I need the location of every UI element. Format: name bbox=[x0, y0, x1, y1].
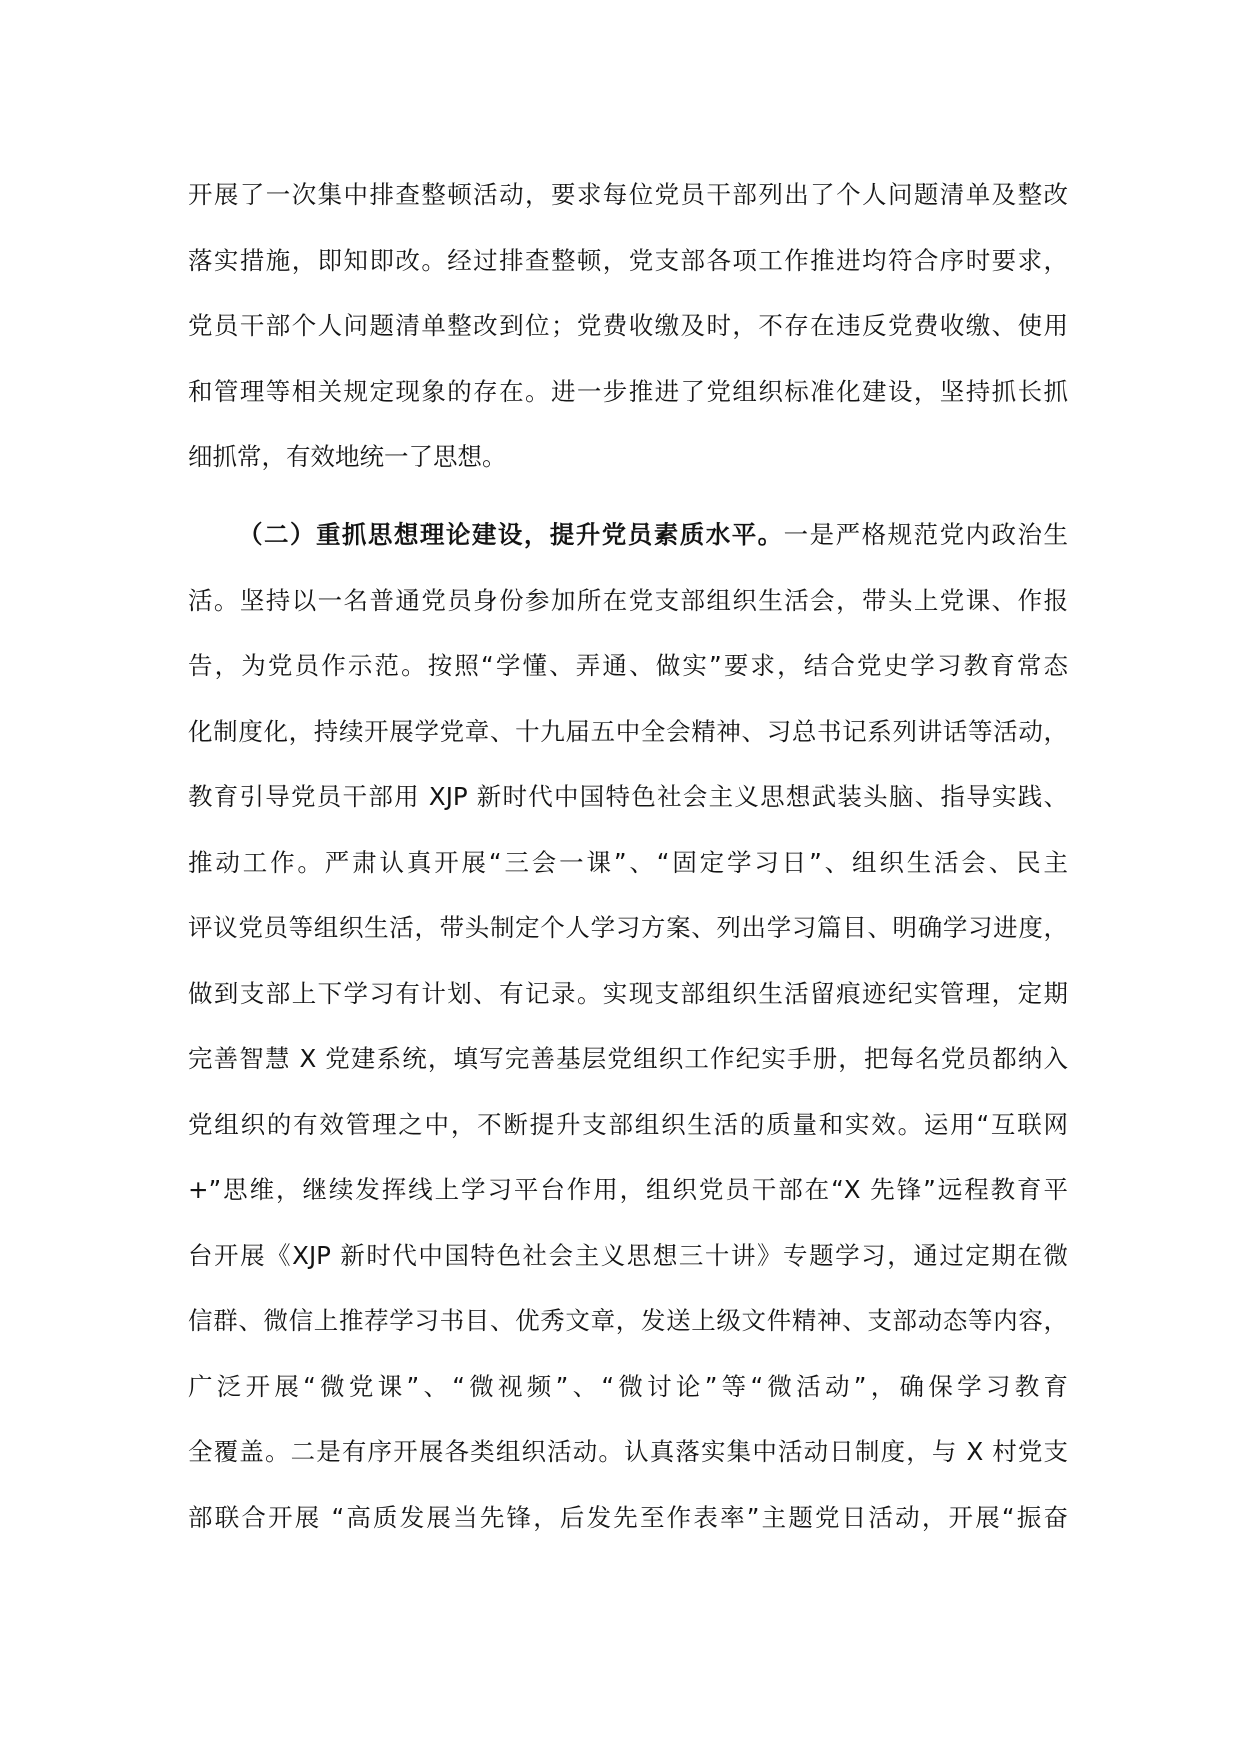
text-line: +”思维，继续发挥线上学习平台作用，组织党员干部在“X 先锋”远程教育平 bbox=[188, 1175, 1068, 1204]
text-line: 广泛开展“微党课”、“微视频”、“微讨论”等“微活动”，确保学习教育 bbox=[188, 1371, 1068, 1401]
text-line: 化制度化，持续开展学党章、十九届五中全会精神、习总书记系列讲话等活动， bbox=[188, 716, 1068, 746]
text-line: 活。坚持以一名普通党员身份参加所在党支部组织生活会，带头上党课、作报 bbox=[188, 585, 1068, 615]
first-line-text: 一是严格规范党内政治生 bbox=[783, 520, 1069, 549]
text-line: 做到支部上下学习有计划、有记录。实现支部组织生活留痕迹纪实管理，定期 bbox=[188, 978, 1068, 1008]
text-line: 完善智慧 X 党建系统，填写完善基层党组织工作纪实手册，把每名党员都纳入 bbox=[188, 1044, 1068, 1073]
text-line: 细抓常，有效地统一了思想。 bbox=[188, 442, 507, 471]
text-line: 部联合开展 “高质发展当先锋，后发先至作表率”主题党日活动，开展“振奋 bbox=[188, 1502, 1068, 1532]
paragraph-2-first-line bbox=[188, 502, 1068, 568]
text-line: 告，为党员作示范。按照“学懂、弄通、做实”要求，结合党史学习教育常态 bbox=[188, 651, 1068, 680]
text-line: 信群、微信上推荐学习书目、优秀文章，发送上级文件精神、支部动态等内容， bbox=[188, 1306, 1068, 1335]
paragraph-2 bbox=[188, 502, 1068, 1550]
section-heading: （二）重抓思想理论建设，提升党员素质水平。 bbox=[238, 520, 784, 549]
text-line: 开展了一次集中排查整顿活动，要求每位党员干部列出了个人问题清单及整改 bbox=[188, 180, 1068, 209]
text-line: 落实措施，即知即改。经过排查整顿，党支部各项工作推进均符合序时要求， bbox=[188, 245, 1068, 275]
text-line: 评议党员等组织生活，带头制定个人学习方案、列出学习篇目、明确学习进度， bbox=[188, 913, 1068, 942]
text-line: 党组织的有效管理之中，不断提升支部组织生活的质量和实效。运用“互联网 bbox=[188, 1109, 1068, 1139]
text-line: 教育引导党员干部用 XJP 新时代中国特色社会主义思想武装头脑、指导实践、 bbox=[188, 782, 1068, 811]
text-line: 台开展《XJP 新时代中国特色社会主义思想三十讲》专题学习，通过定期在微 bbox=[188, 1240, 1068, 1270]
text-line: 和管理等相关规定现象的存在。进一步推进了党组织标准化建设，坚持抓长抓 bbox=[188, 376, 1068, 406]
paragraph-1 bbox=[188, 162, 1068, 490]
text-line: 党员干部个人问题清单整改到位；党费收缴及时，不存在违反党费收缴、使用 bbox=[188, 311, 1068, 340]
text-line: 推动工作。严肃认真开展“三会一课”、“固定学习日”、组织生活会、民主 bbox=[188, 847, 1068, 877]
text-line: 全覆盖。二是有序开展各类组织活动。认真落实集中活动日制度，与 X 村党支 bbox=[188, 1437, 1068, 1466]
